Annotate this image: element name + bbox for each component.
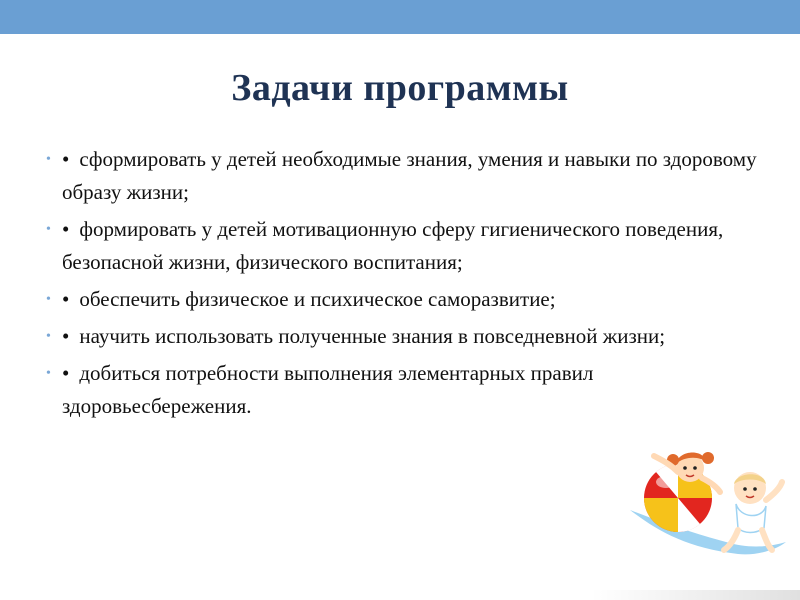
list-item-text: научить использовать полученные знания в повседневной жизни;	[79, 324, 666, 348]
task-list	[46, 143, 766, 427]
list-item-text: обеспечить физическое и психическое саморазвитие;	[79, 287, 556, 311]
list-item	[46, 320, 766, 353]
inner-dot-icon: •	[62, 147, 70, 171]
list-item-text: сформировать у детей необходимые знания, умения и навыки по здоровому образу жизни;	[62, 147, 757, 204]
bullet-icon: •	[46, 292, 51, 307]
bullet-icon: •	[46, 222, 51, 237]
bullet-icon: •	[46, 329, 51, 344]
list-item-text: формировать у детей мотивационную сферу гигиенического поведения, безопасной жизни, физического воспитания;	[62, 217, 724, 274]
list-item-text: добиться потребности выполнения элементарных правил здоровьесбережения.	[62, 361, 594, 418]
slide-title: Задачи программы	[231, 67, 569, 109]
bullet-icon: •	[46, 152, 51, 167]
list-item	[46, 283, 766, 316]
top-accent-bar	[0, 0, 800, 34]
inner-dot-icon: •	[62, 361, 70, 385]
children-with-ball-illustration	[626, 438, 788, 558]
bullet-icon: •	[46, 366, 51, 381]
list-item	[46, 213, 766, 279]
list-item	[46, 357, 766, 423]
inner-dot-icon: •	[62, 217, 70, 241]
slide-shadow	[590, 590, 800, 600]
inner-dot-icon: •	[62, 324, 70, 348]
inner-dot-icon: •	[62, 287, 70, 311]
list-item	[46, 143, 766, 209]
